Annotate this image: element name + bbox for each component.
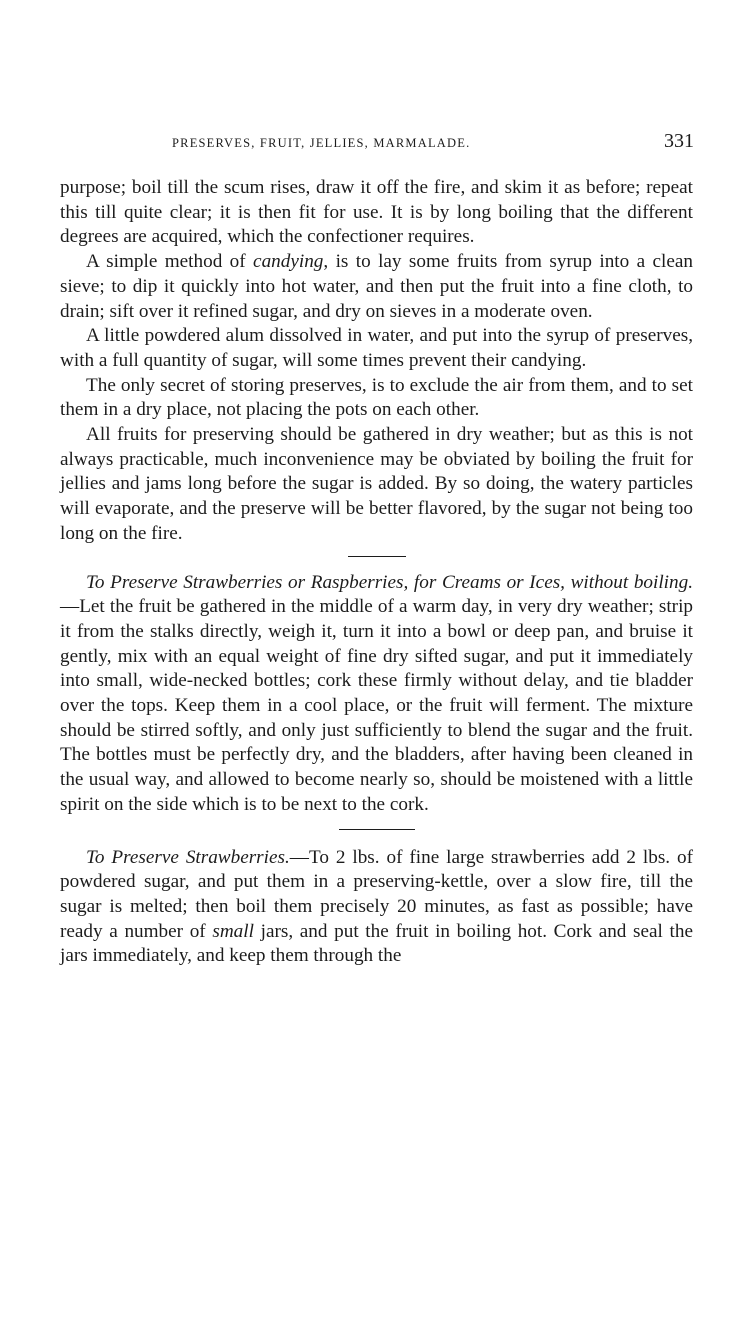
paragraph-storing: The only secret of storing preserves, is to exclude the air from them, and to set them in a dry place, not placing the pots on each other. [60,374,693,421]
paragraph-gathering: All fruits for preserving should be gathered in dry weather; but as this is not always practicable, much inconvenience may be obviated by boiling the fruit for jellies and jams long before the sugar is added. By so doing, the watery particles will evaporate, and the preserve will be better flavored, by the sugar not being too long on the fire. [60,424,693,544]
section-divider [339,829,415,830]
recipe-strawberries [60,846,693,970]
recipe-strawberries-raspberries [60,571,693,818]
body-text [60,176,693,969]
recipe-text: jars, and put the fruit in boiling hot. Cork and seal the jars immediately, and keep them through the [60,920,693,967]
section-divider [348,556,406,557]
page-number: 331 [664,130,694,152]
recipe-paragraph [60,846,693,970]
emphasis-candying: candying [253,251,324,273]
recipe-title: To Preserve Strawberries. [86,846,290,868]
recipe-title: To Preserve Strawberries or Raspberries, for Creams or Ices, without boiling. [86,571,693,593]
paragraph-text: A simple method of [86,251,254,273]
running-title: PRESERVES, FRUIT, JELLIES, MARMALADE. [172,136,471,150]
paragraph-continued: purpose; boil till the scum rises, draw it off the fire, and skim it as before; repeat this till quite clear; it is then fit for use. It is by long boiling that the different degrees are acquired, which the confectioner requires. [60,177,693,248]
paragraph-text: , is to lay some fruits from syrup into a clean sieve; to dip it quickly into hot water, and then put the fruit into a fine cloth, to drain; sift over it refined sugar, and dry on sieves in a moderate oven. [60,251,693,322]
recipe-paragraph [60,571,693,818]
paragraph-alum: A little powdered alum dissolved in water, and put into the syrup of preserves, with a full quantity of sugar, will some times prevent their candying. [60,325,693,371]
paragraph-candying [60,250,693,324]
running-head [60,130,694,158]
recipe-text: —To 2 lbs. of fine large strawberries add 2 lbs. of powdered sugar, and put them in a preserving-kettle, over a slow fire, till the sugar is melted; then boil them precisely 20 minutes, as fast as possible; have ready a number of [60,846,693,942]
emphasis-small: small [212,920,254,942]
recipe-text: —Let the fruit be gathered in the middle of a warm day, in very dry weather; strip it from the stalks directly, weigh it, turn it into a bowl or deep pan, and bruise it gently, mix with an equal weight of fine dry sifted sugar, and put it immediately into small, wide-necked bottles; cork these firmly without delay, and tie bladder over the tops. Keep them in a cool place, or the fruit will ferment. The mixture should be stirred softly, and only just sufficiently to blend the sugar and the fruit. The bottles must be perfectly dry, and the bladders, after having been cleaned in the usual way, and allowed to become nearly so, should be moistened with a little spirit on the side which is to be next to the cork. [60,596,693,815]
